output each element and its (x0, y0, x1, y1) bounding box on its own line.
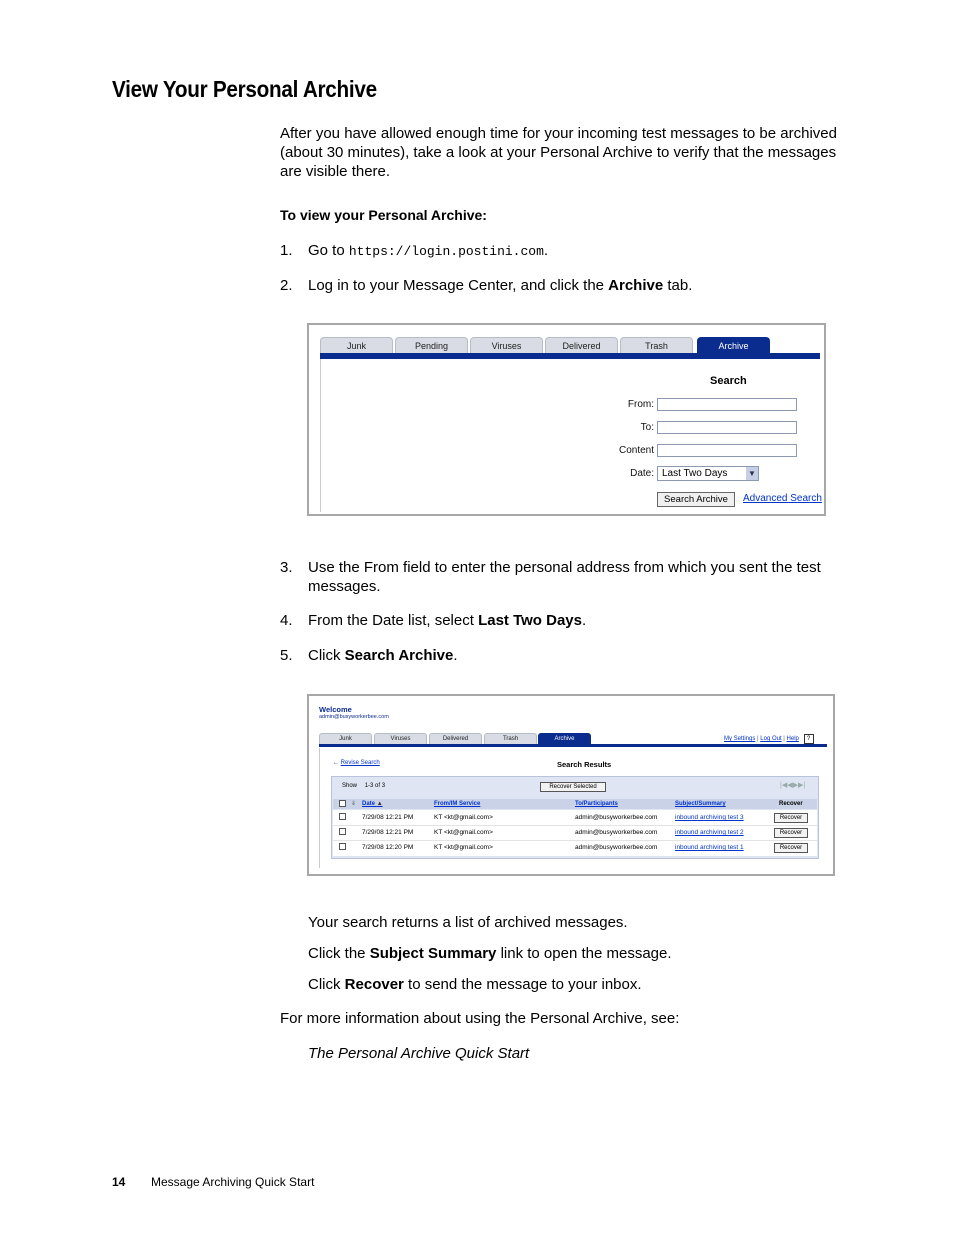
tab-viruses[interactable]: Viruses (374, 733, 427, 744)
to-field[interactable] (657, 421, 797, 434)
intro-paragraph: After you have allowed enough time for your incoming test messages to be archived (about 30 minutes), take a look at your Personal Archive to verify that the messages are visible there. (280, 125, 837, 180)
to-label: To: (640, 422, 654, 433)
step-4-post: . (581, 612, 587, 629)
tab-junk[interactable]: Junk (320, 337, 393, 353)
reference-title: The Personal Archive Quick Start (308, 1045, 530, 1062)
step-5-text (308, 646, 458, 665)
step-1-post: . (543, 242, 549, 259)
log-out-link[interactable]: Log Out (760, 736, 782, 742)
table-row (333, 810, 817, 826)
after-line-2 (308, 944, 672, 963)
from-column-header[interactable]: From/IM Service (434, 801, 481, 807)
content-border (319, 748, 320, 868)
row-subject-link[interactable]: inbound archiving test 3 (675, 814, 744, 821)
step-4-pre: From the Date list, select (308, 612, 479, 629)
step-4-number: 4. (280, 612, 293, 629)
more-info-text: For more information about using the Personal Archive, see: (280, 1010, 680, 1027)
step-3-number: 3. (280, 559, 293, 576)
tab-underline (319, 744, 827, 747)
tab-pending[interactable]: Pending (395, 337, 468, 353)
step-1-pre: Go to (308, 242, 349, 259)
step-5-bold: Search Archive (344, 647, 454, 664)
row-recover-button[interactable]: Recover (774, 828, 808, 838)
after-line-2-bold: Subject Summary (369, 945, 497, 962)
after-line-1 (308, 913, 628, 932)
result-range: 1-3 of 3 (364, 783, 386, 789)
step-2-number: 2. (280, 277, 293, 294)
back-arrow-icon: ← (333, 760, 339, 766)
show-label (342, 783, 385, 789)
step-2-pre: Log in to your Message Center, and click the (308, 277, 609, 294)
pager-icons[interactable] (780, 781, 805, 789)
welcome-label: Welcome (319, 705, 352, 714)
from-label: From: (627, 399, 654, 410)
section-title: View Your Personal Archive (112, 76, 377, 102)
tab-delivered[interactable]: Delivered (429, 733, 482, 744)
date-select-value: Last Two Days (662, 468, 728, 479)
select-all-checkbox[interactable] (339, 800, 346, 807)
top-links: My Settings | Log Out | Help ? (724, 734, 814, 744)
procedure-heading: To view your Personal Archive: (280, 207, 487, 223)
tab-delivered[interactable]: Delivered (545, 337, 618, 353)
date-label: Date: (630, 468, 654, 479)
chevron-down-icon: ▼ (746, 467, 758, 480)
after-line-3-post: to send the message to your inbox. (403, 976, 642, 993)
step-5-number: 5. (280, 647, 293, 664)
step-2-text (308, 276, 692, 295)
results-title: Search Results (557, 760, 612, 769)
table-row (333, 825, 817, 841)
recover-column-header: Recover (779, 801, 803, 807)
row-subject-link[interactable]: inbound archiving test 1 (675, 844, 744, 851)
sort-up-icon: ▲ (376, 801, 383, 807)
subject-column-header[interactable]: Subject/Summary (675, 801, 726, 807)
row-subject-link[interactable]: inbound archiving test 2 (675, 829, 744, 836)
step-2-post: tab. (663, 277, 693, 294)
row-date: 7/29/08 12:20 PM (362, 844, 414, 851)
page-number: 14 (112, 1175, 126, 1189)
after-line-2-pre: Click the (308, 945, 370, 962)
row-recover-button[interactable]: Recover (774, 813, 808, 823)
row-date: 7/29/08 12:21 PM (362, 829, 414, 836)
results-panel (331, 776, 819, 859)
date-column-header[interactable] (362, 799, 383, 809)
search-heading: Search (710, 375, 747, 387)
user-email: admin@busyworkerbee.com (319, 714, 389, 720)
tab-viruses[interactable]: Viruses (470, 337, 543, 353)
row-from: KT <kt@gmail.com> (434, 814, 493, 821)
step-3-text-line2: messages. (308, 578, 381, 595)
last-page-icon[interactable]: ▶| (797, 782, 806, 789)
next-page-icon[interactable]: ▶ (792, 782, 798, 789)
search-archive-button[interactable]: Search Archive (657, 492, 735, 507)
revise-search[interactable] (333, 760, 380, 766)
results-table-body (333, 810, 817, 856)
row-checkbox[interactable] (339, 843, 346, 850)
archive-search-screenshot (307, 323, 826, 516)
table-header (333, 799, 817, 809)
step-3-text-line1: Use the From field to enter the personal address from which you sent the test (308, 559, 821, 576)
date-header-label: Date (362, 801, 376, 807)
after-line-3-pre: Click (308, 976, 345, 993)
step-2-bold: Archive (608, 277, 664, 294)
content-field[interactable] (657, 444, 797, 457)
table-row (333, 840, 817, 855)
first-page-icon[interactable]: |◀ (780, 782, 788, 789)
search-results-screenshot (307, 694, 835, 876)
help-icon[interactable]: ? (804, 734, 814, 744)
row-from: KT <kt@gmail.com> (434, 844, 493, 851)
recover-selected-button[interactable]: Recover Selected (540, 782, 606, 792)
tab-archive[interactable]: Archive (697, 337, 770, 353)
row-to: admin@busyworkerbee.com (575, 829, 658, 836)
prev-page-icon[interactable]: ◀ (787, 782, 793, 789)
advanced-search-link[interactable]: Advanced Search (743, 493, 822, 504)
help-link[interactable]: Help (786, 736, 799, 742)
login-url: https://login.postini.com (348, 244, 544, 259)
row-checkbox[interactable] (339, 828, 346, 835)
tab-trash[interactable]: Trash (620, 337, 693, 353)
row-to: admin@busyworkerbee.com (575, 814, 658, 821)
step-4-bold: Last Two Days (478, 612, 582, 629)
after-line-3 (308, 975, 642, 994)
step-1-number: 1. (280, 242, 293, 259)
step-1-text (308, 241, 548, 261)
row-date: 7/29/08 12:21 PM (362, 814, 414, 821)
row-from: KT <kt@gmail.com> (434, 829, 493, 836)
after-line-1-text: Your search returns a list of archived messages. (308, 914, 628, 931)
row-checkbox[interactable] (339, 813, 346, 820)
date-select[interactable] (657, 466, 759, 481)
from-field[interactable] (657, 398, 797, 411)
show-text: Show (342, 783, 358, 789)
content-border (320, 359, 321, 512)
sort-icon: ⇓ (351, 801, 357, 807)
step-5-post: . (453, 647, 458, 664)
step-5-pre: Click (308, 647, 345, 664)
revise-search-link[interactable]: Revise Search (340, 760, 380, 766)
tab-junk[interactable]: Junk (319, 733, 372, 744)
row-recover-button[interactable]: Recover (774, 843, 808, 853)
tab-underline (320, 353, 820, 359)
after-line-3-bold: Recover (344, 976, 404, 993)
after-line-2-post: link to open the message. (496, 945, 672, 962)
tab-archive[interactable]: Archive (538, 733, 591, 744)
footer-doc-title: Message Archiving Quick Start (151, 1175, 315, 1189)
step-4-text (308, 611, 586, 630)
row-to: admin@busyworkerbee.com (575, 844, 658, 851)
content-label: Content (618, 445, 654, 456)
my-settings-link[interactable]: My Settings (724, 736, 756, 742)
to-column-header[interactable]: To/Participants (575, 801, 618, 807)
tab-trash[interactable]: Trash (484, 733, 537, 744)
